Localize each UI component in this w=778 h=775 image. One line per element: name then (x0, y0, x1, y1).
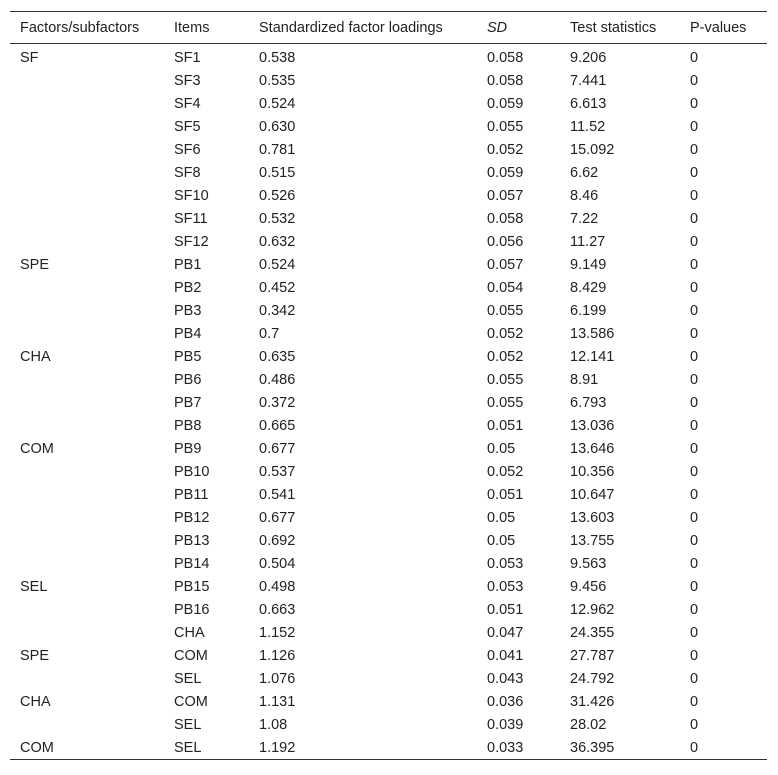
test-statistic-cell: 7.22 (570, 210, 599, 227)
test-statistic-cell: 13.586 (570, 325, 615, 342)
sd-cell: 0.054 (487, 279, 524, 296)
factor-cell (10, 483, 164, 506)
factor-cell (10, 115, 164, 138)
item-cell: SF3 (174, 72, 201, 89)
table-row (10, 690, 767, 713)
test-statistic-cell: 6.62 (570, 164, 599, 181)
item-cell: SF6 (174, 141, 201, 158)
table-row (10, 621, 767, 644)
test-statistic-cell: 10.356 (570, 463, 615, 480)
p-value-cell: 0 (690, 394, 699, 411)
factor-cell: SF (20, 49, 39, 66)
item-cell: SF10 (174, 187, 209, 204)
table-row (10, 391, 767, 414)
loading-cell: 0.535 (259, 72, 296, 89)
p-value-cell: 0 (690, 302, 699, 319)
p-value-cell: 0 (690, 670, 699, 687)
test-statistic-cell: 13.036 (570, 417, 615, 434)
p-value-cell: 0 (690, 256, 699, 273)
item-cell: PB5 (174, 348, 202, 365)
factor-cell: COM (20, 440, 54, 457)
loading-cell: 0.342 (259, 302, 296, 319)
p-value-cell: 0 (690, 325, 699, 342)
p-value-cell: 0 (690, 716, 699, 733)
p-value-cell: 0 (690, 555, 699, 572)
loading-cell: 1.08 (259, 716, 288, 733)
table-row (10, 161, 767, 184)
header-p-values: P-values (690, 19, 747, 36)
p-value-cell: 0 (690, 187, 699, 204)
item-cell: PB13 (174, 532, 210, 549)
item-cell: PB9 (174, 440, 202, 457)
sd-cell: 0.055 (487, 394, 524, 411)
sd-cell: 0.05 (487, 532, 516, 549)
factor-cell (10, 460, 164, 483)
sd-cell: 0.047 (487, 624, 524, 641)
loading-cell: 0.692 (259, 532, 296, 549)
test-statistic-cell: 8.46 (570, 187, 599, 204)
table-row (10, 207, 767, 230)
p-value-cell: 0 (690, 279, 699, 296)
test-statistic-cell: 10.647 (570, 486, 615, 503)
sd-cell: 0.058 (487, 210, 524, 227)
p-value-cell: 0 (690, 210, 699, 227)
test-statistic-cell: 9.456 (570, 578, 607, 595)
loading-cell: 0.541 (259, 486, 296, 503)
item-cell: PB10 (174, 463, 210, 480)
factor-cell (10, 552, 164, 575)
sd-cell: 0.052 (487, 463, 524, 480)
factor-cell (10, 92, 164, 115)
header-items: Items (174, 19, 210, 36)
header-factors: Factors/subfactors (20, 19, 140, 36)
item-cell: SF4 (174, 95, 201, 112)
factor-loadings-table-container (10, 11, 767, 760)
header-row (10, 12, 767, 44)
p-value-cell: 0 (690, 578, 699, 595)
table-body (10, 44, 767, 760)
factor-cell (10, 207, 164, 230)
loading-cell: 0.532 (259, 210, 296, 227)
factor-cell (10, 667, 164, 690)
table-row (10, 44, 767, 70)
table-row (10, 713, 767, 736)
test-statistic-cell: 11.52 (570, 118, 606, 135)
item-cell: PB12 (174, 509, 210, 526)
sd-cell: 0.039 (487, 716, 524, 733)
loading-cell: 0.526 (259, 187, 296, 204)
table-row (10, 115, 767, 138)
test-statistic-cell: 13.646 (570, 440, 615, 457)
test-statistic-cell: 24.355 (570, 624, 615, 641)
sd-cell: 0.059 (487, 164, 524, 181)
p-value-cell: 0 (690, 49, 699, 66)
table-row (10, 230, 767, 253)
table-row (10, 506, 767, 529)
sd-cell: 0.058 (487, 49, 524, 66)
test-statistic-cell: 6.199 (570, 302, 607, 319)
item-cell: PB15 (174, 578, 210, 595)
p-value-cell: 0 (690, 601, 699, 618)
p-value-cell: 0 (690, 95, 699, 112)
loading-cell: 0.372 (259, 394, 296, 411)
table-row (10, 92, 767, 115)
table-row (10, 299, 767, 322)
header-sd: SD (487, 19, 508, 36)
loading-cell: 0.663 (259, 601, 296, 618)
loading-cell: 0.781 (259, 141, 296, 158)
loading-cell: 0.537 (259, 463, 296, 480)
table-header (10, 12, 767, 44)
table-row (10, 414, 767, 437)
table-row (10, 138, 767, 161)
item-cell: PB3 (174, 302, 202, 319)
factor-cell (10, 161, 164, 184)
test-statistic-cell: 12.141 (570, 348, 615, 365)
sd-cell: 0.055 (487, 371, 524, 388)
p-value-cell: 0 (690, 141, 699, 158)
item-cell: CHA (174, 624, 205, 641)
loading-cell: 0.504 (259, 555, 296, 572)
item-cell: PB11 (174, 486, 209, 503)
sd-cell: 0.055 (487, 302, 524, 319)
loading-cell: 0.632 (259, 233, 296, 250)
p-value-cell: 0 (690, 72, 699, 89)
item-cell: PB8 (174, 417, 202, 434)
test-statistic-cell: 8.429 (570, 279, 607, 296)
loading-cell: 0.498 (259, 578, 296, 595)
sd-cell: 0.057 (487, 256, 524, 273)
test-statistic-cell: 24.792 (570, 670, 615, 687)
factor-cell (10, 322, 164, 345)
p-value-cell: 0 (690, 509, 699, 526)
item-cell: PB7 (174, 394, 202, 411)
table-row (10, 322, 767, 345)
p-value-cell: 0 (690, 371, 699, 388)
p-value-cell: 0 (690, 417, 699, 434)
loading-cell: 1.076 (259, 670, 296, 687)
sd-cell: 0.052 (487, 141, 524, 158)
sd-cell: 0.033 (487, 739, 524, 756)
sd-cell: 0.043 (487, 670, 524, 687)
sd-cell: 0.053 (487, 555, 524, 572)
item-cell: SF1 (174, 49, 201, 66)
table-row (10, 575, 767, 598)
p-value-cell: 0 (690, 233, 699, 250)
sd-cell: 0.058 (487, 72, 524, 89)
header-test-statistics: Test statistics (570, 19, 657, 36)
loading-cell: 0.7 (259, 325, 280, 342)
item-cell: SF11 (174, 210, 208, 227)
item-cell: SEL (174, 716, 202, 733)
factor-cell (10, 230, 164, 253)
item-cell: PB6 (174, 371, 202, 388)
factor-cell: CHA (20, 348, 51, 365)
sd-cell: 0.052 (487, 348, 524, 365)
loading-cell: 1.131 (259, 693, 296, 710)
sd-cell: 0.052 (487, 325, 524, 342)
table-row (10, 529, 767, 552)
factor-cell (10, 299, 164, 322)
test-statistic-cell: 9.563 (570, 555, 607, 572)
table-row (10, 345, 767, 368)
item-cell: COM (174, 693, 208, 710)
p-value-cell: 0 (690, 532, 699, 549)
factor-cell (10, 69, 164, 92)
item-cell: COM (174, 647, 208, 664)
test-statistic-cell: 7.441 (570, 72, 607, 89)
test-statistic-cell: 9.206 (570, 49, 607, 66)
sd-cell: 0.055 (487, 118, 524, 135)
p-value-cell: 0 (690, 624, 699, 641)
factor-cell (10, 368, 164, 391)
sd-cell: 0.051 (487, 601, 524, 618)
factor-cell (10, 529, 164, 552)
sd-cell: 0.059 (487, 95, 524, 112)
loading-cell: 0.538 (259, 49, 296, 66)
p-value-cell: 0 (690, 693, 699, 710)
test-statistic-cell: 13.755 (570, 532, 615, 549)
sd-cell: 0.051 (487, 486, 524, 503)
loading-cell: 0.486 (259, 371, 296, 388)
table-row (10, 736, 767, 760)
table-row (10, 368, 767, 391)
table-row (10, 644, 767, 667)
factor-cell: SPE (20, 256, 50, 273)
test-statistic-cell: 13.603 (570, 509, 615, 526)
table-row (10, 552, 767, 575)
p-value-cell: 0 (690, 348, 699, 365)
p-value-cell: 0 (690, 486, 699, 503)
loading-cell: 0.635 (259, 348, 296, 365)
sd-cell: 0.051 (487, 417, 524, 434)
loading-cell: 0.452 (259, 279, 296, 296)
table-row (10, 483, 767, 506)
p-value-cell: 0 (690, 647, 699, 664)
factor-cell (10, 414, 164, 437)
test-statistic-cell: 31.426 (570, 693, 615, 710)
loading-cell: 1.192 (259, 739, 296, 756)
p-value-cell: 0 (690, 463, 699, 480)
test-statistic-cell: 27.787 (570, 647, 615, 664)
loading-cell: 0.524 (259, 256, 296, 273)
factor-cell (10, 184, 164, 207)
test-statistic-cell: 6.793 (570, 394, 607, 411)
factor-loadings-table (10, 11, 767, 760)
loading-cell: 0.665 (259, 417, 296, 434)
factor-cell: COM (20, 739, 54, 756)
test-statistic-cell: 28.02 (570, 716, 607, 733)
table-row (10, 437, 767, 460)
sd-cell: 0.05 (487, 440, 516, 457)
header-loadings: Standardized factor loadings (259, 19, 443, 36)
item-cell: PB1 (174, 256, 202, 273)
sd-cell: 0.05 (487, 509, 516, 526)
factor-cell (10, 598, 164, 621)
test-statistic-cell: 9.149 (570, 256, 607, 273)
sd-cell: 0.057 (487, 187, 524, 204)
item-cell: SF8 (174, 164, 201, 181)
item-cell: SF5 (174, 118, 201, 135)
table-row (10, 667, 767, 690)
sd-cell: 0.056 (487, 233, 524, 250)
p-value-cell: 0 (690, 739, 699, 756)
test-statistic-cell: 12.962 (570, 601, 615, 618)
item-cell: PB16 (174, 601, 210, 618)
test-statistic-cell: 11.27 (570, 233, 606, 250)
p-value-cell: 0 (690, 118, 699, 135)
test-statistic-cell: 36.395 (570, 739, 615, 756)
table-row (10, 69, 767, 92)
table-row (10, 184, 767, 207)
loading-cell: 0.677 (259, 440, 296, 457)
factor-cell (10, 713, 164, 736)
factor-cell (10, 506, 164, 529)
item-cell: SF12 (174, 233, 209, 250)
factor-cell: SPE (20, 647, 50, 664)
test-statistic-cell: 15.092 (570, 141, 615, 158)
test-statistic-cell: 6.613 (570, 95, 607, 112)
test-statistic-cell: 8.91 (570, 371, 599, 388)
table-row (10, 598, 767, 621)
factor-cell (10, 276, 164, 299)
loading-cell: 1.152 (259, 624, 296, 641)
factor-cell (10, 138, 164, 161)
item-cell: SEL (174, 739, 202, 756)
factor-cell: CHA (20, 693, 51, 710)
item-cell: PB14 (174, 555, 210, 572)
p-value-cell: 0 (690, 440, 699, 457)
item-cell: PB2 (174, 279, 202, 296)
loading-cell: 0.630 (259, 118, 296, 135)
loading-cell: 0.677 (259, 509, 296, 526)
sd-cell: 0.036 (487, 693, 524, 710)
table-row (10, 276, 767, 299)
sd-cell: 0.053 (487, 578, 524, 595)
table-row (10, 253, 767, 276)
sd-cell: 0.041 (487, 647, 524, 664)
factor-cell: SEL (20, 578, 48, 595)
item-cell: SEL (174, 670, 202, 687)
loading-cell: 0.524 (259, 95, 296, 112)
loading-cell: 0.515 (259, 164, 296, 181)
table-row (10, 460, 767, 483)
factor-cell (10, 391, 164, 414)
item-cell: PB4 (174, 325, 202, 342)
loading-cell: 1.126 (259, 647, 296, 664)
factor-cell (10, 621, 164, 644)
p-value-cell: 0 (690, 164, 699, 181)
